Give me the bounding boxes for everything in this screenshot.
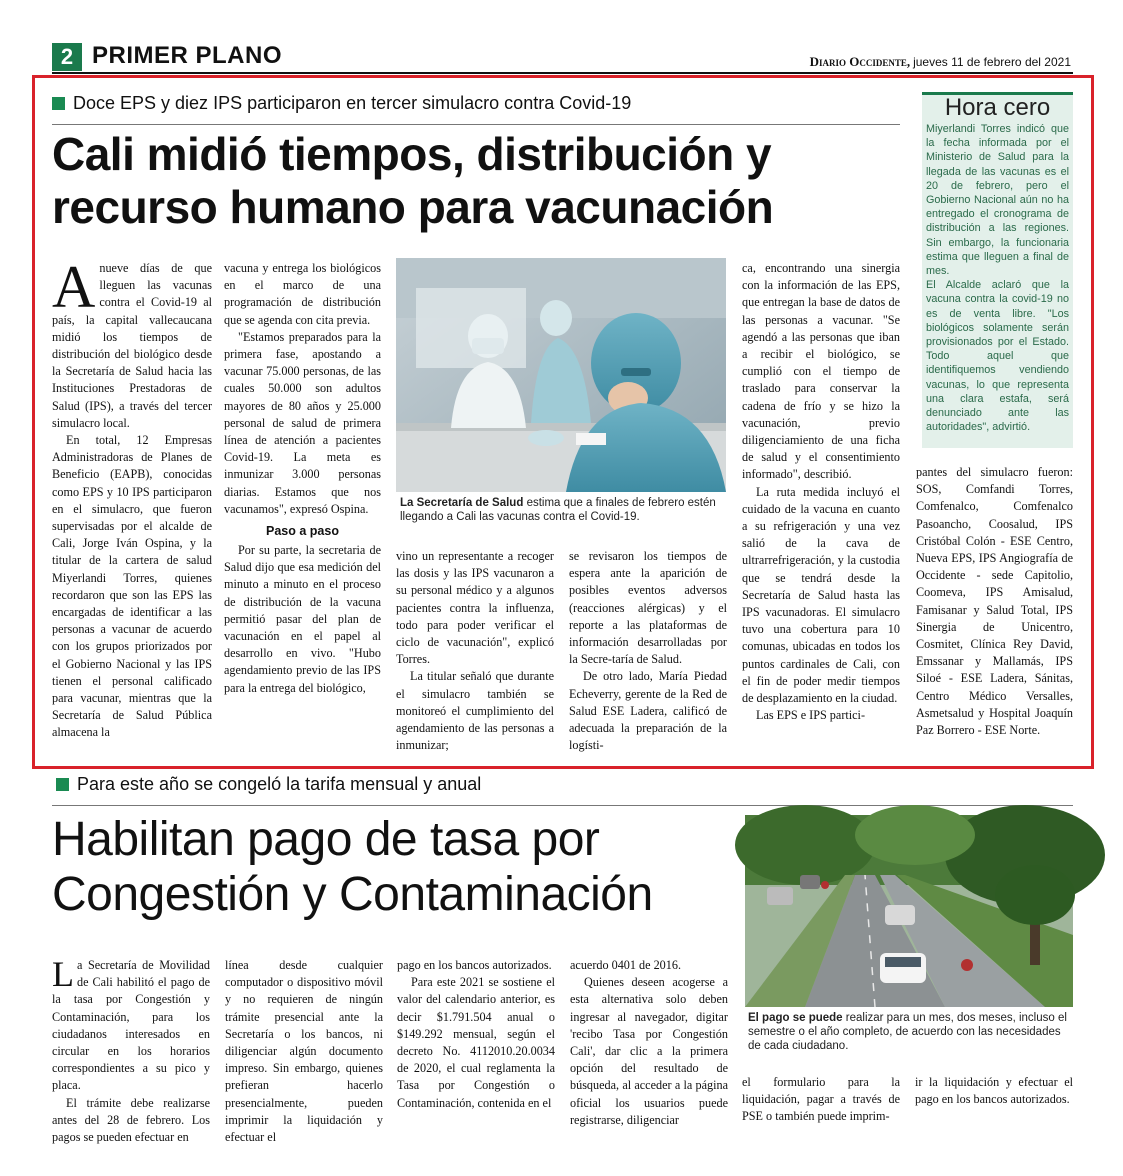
article1-paragraph: vacuna y entrega los biológicos en el marco de una programación de distribución que se agenda con cita previa. <box>224 261 381 327</box>
article1-column-5 <box>742 260 900 755</box>
article2-paragraph: el formulario para la liquidación, pagar a través de PSE o también puede imprim- <box>742 1075 900 1124</box>
article1-photo-caption <box>400 496 728 524</box>
article1-paragraph: ca, encontrando una sinergia con la información de las EPS, que entregan la base de datos de las personas a vacunar. "Se agendó a las personas que iban a recibir el biológico, se cumplió con el tiempo de traslado para conservar la cadena de frío y se hizo la vacunación, previo diligenciamiento de una ficha de salud y el consentimiento informado", describió. <box>742 261 900 482</box>
article2-paragraph: pago en los bancos autorizados. <box>397 958 552 972</box>
article1-column-1 <box>52 254 212 755</box>
article2-paragraph: a Secretaría de Movilidad de Cali habilitó el pago de la tasa por Congestión y Contaminación, para los ciudadanos interesados en circular en los horarios correspondientes a su pico y placa. <box>52 958 210 1093</box>
avenue-photo <box>745 815 1073 1007</box>
sidebar-paragraph: Miyerlandi Torres indicó que la fecha informada por el Ministerio de Salud para la llegada de las vacunas es el 20 de febrero, pero el Gobierno Nacional aún no ha entregado el cronograma de distribución a las regiones. Sin embargo, la funcionaria estima que lleguen a final de mes. <box>926 123 1069 278</box>
article1-paragraph: Por su parte, la secretaria de Salud dijo que esa medición del minuto a minuto en el proceso de distribución de la vacuna permitió pasar del plan de vacunación en el papel al desarrollo en vivo. "Hubo agendamiento previo de las IPS para la entrega del biológico, <box>224 543 381 695</box>
article1-column-6 <box>916 464 1073 756</box>
article1-dropcap: A <box>52 254 96 320</box>
article1-subhead: Paso a paso <box>266 524 339 539</box>
article2-paragraph: El trámite debe realizarse antes del 28 de febrero. Los pagos se pueden efectuar en <box>52 1095 210 1145</box>
article1-paragraph: nueve días de que lleguen las vacunas contra el Covid-19 al país, la capital vallecaucana midió los tiempos de distribución del biológico desde la Secretaría de Salud hacia las Instituciones Prestadoras de Salud (IPS), a través del tercer simulacro local. <box>52 261 212 430</box>
sidebar-title: Hora cero <box>944 94 1051 121</box>
article1-paragraph: Las EPS e IPS partici- <box>756 708 865 723</box>
article2-headline-line1: Habilitan pago de tasa por <box>52 813 600 866</box>
issue-date: jueves 11 de febrero del 2021 <box>913 55 1071 69</box>
caption-lead: El pago se puede <box>748 1012 843 1024</box>
article2-paragraph: ir la liquidación y efectuar el pago en los bancos autorizados. <box>915 1075 1073 1107</box>
article1-column-2 <box>224 260 381 755</box>
article1-paragraph: De otro lado, María Piedad Echeverry, gerente de la Red de Salud ESE Ladera, calificó de adecuada la preparación de la logísti- <box>569 669 727 753</box>
article1-column-4 <box>569 548 727 755</box>
article1-paragraph: "Estamos preparados para la primera fase, apostando a vacunar 75.000 personas, de las cuales 50.000 son adultos mayores de 80 años y 25.000 personal de salud de primera línea de atención a pacientes Covid-19. La meta es inmunizar 3.000 personas diarias. Estamos que nos vacunamos", expresó Ospina. <box>224 329 381 516</box>
article2-column-4 <box>570 957 728 1132</box>
article2-column-2 <box>225 957 383 1145</box>
article1-headline-line2: recurso humano para vacunación <box>52 181 774 233</box>
article2-photo-caption <box>748 1011 1074 1053</box>
article2-kicker <box>56 774 481 795</box>
article2-kicker-text: Para este año se congeló la tarifa mensual y anual <box>77 774 482 794</box>
article2-column-3 <box>397 957 555 1132</box>
kicker-square-icon <box>52 97 65 110</box>
header-rule <box>52 72 1073 74</box>
article2-paragraph: línea desde cualquier computador o dispositivo móvil y no requieren de ningún trámite presencial ante la Secretaría o los bancos, ni diligenciar algún documento impreso. Sin embargo, quienes prefieran hacerlo presencialmente, pueden imprimir la liquidación y efectuar el <box>225 958 383 1145</box>
sidebar-text <box>926 122 1069 434</box>
article1-kicker-text: Doce EPS y diez IPS participaron en tercer simulacro contra Covid-19 <box>73 93 632 113</box>
article1-paragraph: La titular señaló que durante el simulacro también se monitoreó el cumplimiento del agendamiento de las personas a inmunizar; <box>396 669 554 753</box>
article2-column-1 <box>52 954 210 1145</box>
masthead-info <box>810 54 1071 70</box>
article2-headline <box>52 812 742 922</box>
vaccination-photo <box>396 258 726 492</box>
caption-text: realizar para un mes, dos meses, incluso el semestre o el año completo, de acuerdo con las necesidades de cada ciudadano. <box>748 1012 1067 1052</box>
article1-paragraph: vino un representante a recoger las dosis y las IPS vacunaron a su personal médico y a algunos pacientes contra la influenza, todo para poder verificar el ciclo de vacunación", explicó Torres. <box>396 549 554 667</box>
article1-paragraph: pantes del simulacro fueron: SOS, Comfandi Torres, Comfenalco, Comfenalco Pasoancho, Coosalud, IPS Cristóbal Colón - ESE Centro, Nueva EPS, IPS Angiografía de Occidente - sede Capitolio, Coomeva, IPS Amisalud, Famisanar y Salud Total, IPS Sinergia de Unicentro, Cosmitet, Clínica Rey David, Emssanar y Mallamás, IPS Siloé - ESE Ladera, Sánitas, Centro Médico Versalles, Asmetsalud y Hospital Joaquín Paz Borrero - ESE Norte. <box>916 465 1073 738</box>
section-title: PRIMER PLANO <box>92 42 283 69</box>
newspaper-name: Diario Occidente, <box>809 54 911 69</box>
article2-paragraph: Para este 2021 se sostiene el valor del calendario anterior, es decir $1.791.504 anual o $149.292 mensual, según el decreto No. 4112010.20.0034 de 2020, el cual reglamenta la Tasa por Congestión o Contaminación, contenida en el <box>397 975 555 1110</box>
article1-kicker <box>52 93 631 114</box>
article2-paragraph: Quienes deseen acogerse a esta alternativa solo deben ingresar al navegador, digitar 'recibo Tasa por Congestión Cali', dar clic a la primera opción del resultado de búsqueda, al acceder a la página oficial los usuarios puede registrarse, diligenciar <box>570 975 728 1127</box>
caption-lead: La Secretaría de Salud <box>400 497 524 509</box>
caption-text: estima que a finales de febrero estén llegando a Cali las vacunas contra el Covid-19. <box>400 497 716 523</box>
page-number: 2 <box>52 43 82 71</box>
article2-headline-line2: Congestión y Contaminación <box>52 868 653 921</box>
article1-kicker-rule <box>52 124 900 125</box>
sidebar-paragraph: El Alcalde aclaró que la vacuna contra la covid-19 no es de venta libre. "Los biológicos solamente serán provisionados por el Estado. Todo aquel que identifiquemos vendiendo vacunas, lo que representa una clara estafa, será denunciado ante las autoridades", advirtió. <box>926 279 1069 434</box>
article1-paragraph: se revisaron los tiempos de espera ante la aparición de posibles eventos adversos (reacciones alérgicas) y el reporte a las plataformas de información desarrolladas por la Secre-taría de Salud. <box>569 549 727 667</box>
article1-headline <box>52 128 912 234</box>
avenue-photo-image <box>745 815 1073 1007</box>
article1-paragraph: La ruta medida incluyó el cuidado de la vacuna en cuanto a su refrigeración y una vez salió de la cava de ultrarrefrigeración, y la custodia que se tendrá desde la Secretaría de Salud hasta las IPS vacunadoras. El simulacro tuvo una cobertura para 10 comunas, ubicadas en todos los puntos cardinales de Cali, con el fin de poder medir tiempos de desplazamiento en la ciudad. <box>742 484 900 706</box>
article1-headline-line1: Cali midió tiempos, distribución y <box>52 128 772 180</box>
vaccination-photo-image <box>396 258 726 492</box>
article2-dropcap: L <box>52 954 74 994</box>
article2-paragraph: acuerdo 0401 de 2016. <box>570 958 682 972</box>
article2-column-5 <box>742 1074 900 1134</box>
article2-column-6 <box>915 1074 1073 1134</box>
article1-column-3 <box>396 548 554 755</box>
article1-paragraph: En total, 12 Empresas Administradoras de Planes de Beneficio (EAPB), conocidas como EPS y 10 IPS participaron en el simulacro, que fueron supervisadas por el alcalde de Cali, Jorge Iván Ospina, y la titular de la cartera de salud Miyerlandi Torres, quienes recordaron que son las EPS las encargadas de identificar a las personas a vacunar de acuerdo con los grupos priorizados por el Gobierno Nacional y las IPS tienen el personal calificado para vacunar, mientras que la Secretaría de Salud Pública almacena la <box>52 433 212 740</box>
kicker-square-icon <box>56 778 69 791</box>
